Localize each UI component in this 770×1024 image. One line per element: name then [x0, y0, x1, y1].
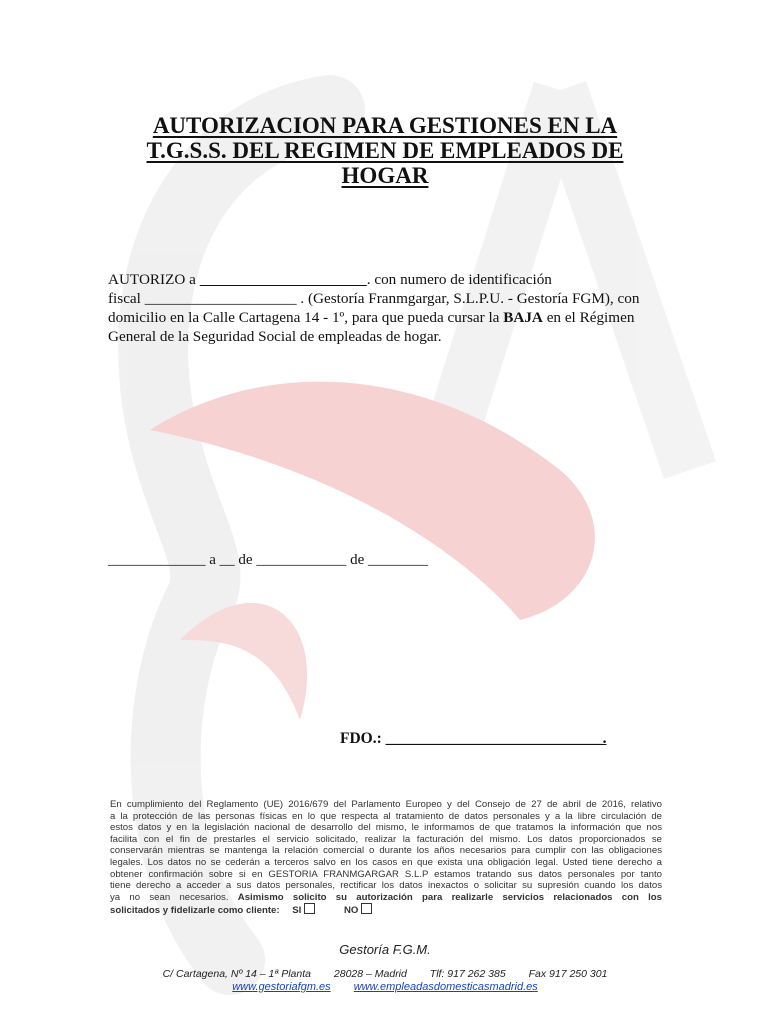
paragraph-line-3 — [108, 308, 662, 327]
privacy-line: tiene derecho a acceder a sus datos personales, rectificar los datos inexactos o solicitar su supresión cuando los datos — [110, 880, 662, 892]
regimen-text: en el Régimen — [542, 309, 635, 326]
privacy-line — [110, 892, 662, 904]
footer-city: 28028 – Madrid — [333, 968, 407, 980]
consent-request-text: Asimismo solicito su autorización para realizarle servicios relacionados con los — [237, 891, 662, 903]
paragraph-line-1 — [108, 270, 662, 289]
document-title — [100, 113, 670, 188]
footer-brand: Gestoría F.G.M. — [339, 942, 431, 957]
fiscal-id-blank[interactable]: ____________________ — [144, 290, 297, 307]
consent-request-text-2: solicitados y fidelizarle como cliente: — [110, 905, 280, 917]
no-checkbox[interactable] — [361, 903, 372, 914]
title-line-1: AUTORIZACION PARA GESTIONES EN LA — [152, 113, 618, 138]
privacy-line: conservarán mientras se mantenga la relación comercial o durante los años necesarios para cumplir con las obligaciones — [110, 845, 662, 857]
si-label: SI — [292, 905, 302, 917]
privacy-line: En cumplimiento del Reglamento (UE) 2016/679 del Parlamento Europeo y del Consejo de 27 de abril de 2016, relativo — [110, 799, 662, 810]
domestic-workers-link[interactable]: www.empleadasdomesticasmadrid.es — [353, 981, 538, 993]
authorization-paragraph — [108, 270, 662, 346]
domicilio-text: domicilio en la Calle Cartagena 14 - 1º, para que pueda cursar la — [108, 309, 504, 326]
fiscal-label: fiscal — [108, 290, 145, 307]
authorizo-label: AUTORIZO a — [108, 271, 200, 288]
date-place-blanks[interactable]: _____________ a __ de ____________ de ________ — [108, 552, 428, 568]
consent-line — [110, 903, 662, 917]
si-checkbox[interactable] — [304, 903, 315, 914]
gestoria-text: . (Gestoría Franmgargar, S.L.P.U. - Gestoría FGM), con — [296, 290, 640, 307]
no-label: NO — [343, 905, 359, 917]
privacy-line: legales. Los datos no se cederán a terceros salvo en los casos en que exista una obligación legal. Usted tiene derecho a — [110, 856, 662, 868]
signature-blank[interactable]: ____________________________. — [385, 730, 607, 747]
privacy-notice — [110, 799, 662, 917]
privacy-line: obtener confirmación sobre si en GESTORIA FRANMGARGAR S.L.P estamos tratando sus datos personales por tanto — [110, 868, 662, 880]
privacy-line-9-text: ya no sean necesarios. — [110, 891, 238, 903]
title-line-2: T.G.S.S. DEL REGIMEN DE EMPLEADOS DE — [146, 138, 624, 163]
signature-line — [340, 730, 607, 748]
paragraph-line-2 — [108, 289, 662, 308]
privacy-line: estos datos y en la legislación nacional de desarrollo del mismo, le informamos de que tratamos la información que nos — [110, 822, 662, 834]
footer-fax: Fax 917 250 301 — [528, 968, 608, 980]
footer-links — [0, 981, 770, 993]
website-link[interactable]: www.gestoriafgm.es — [232, 981, 331, 993]
footer-address-line — [0, 968, 770, 980]
privacy-line: facilita con el fin de prestarles el servicio solicitado, realizar la facturación del mismo. Los datos proporcionados se — [110, 833, 662, 845]
footer-phone: Tlf: 917 262 385 — [429, 968, 506, 980]
authorized-name-blank[interactable] — [200, 271, 367, 288]
paragraph-line-4: General de la Seguridad Social de empleadas de hogar. — [108, 328, 442, 345]
footer-address: C/ Cartagena, Nº 14 – 1ª Planta — [162, 968, 311, 980]
baja-text: BAJA — [503, 309, 543, 326]
fdo-label: FDO.: — [340, 730, 386, 747]
title-line-3: HOGAR — [341, 163, 429, 188]
privacy-line: a la protección de las personas físicas en lo que respecta al tratamiento de datos personales y a la libre circulación de — [110, 810, 662, 822]
id-number-text: . con numero de identificación — [366, 271, 552, 288]
